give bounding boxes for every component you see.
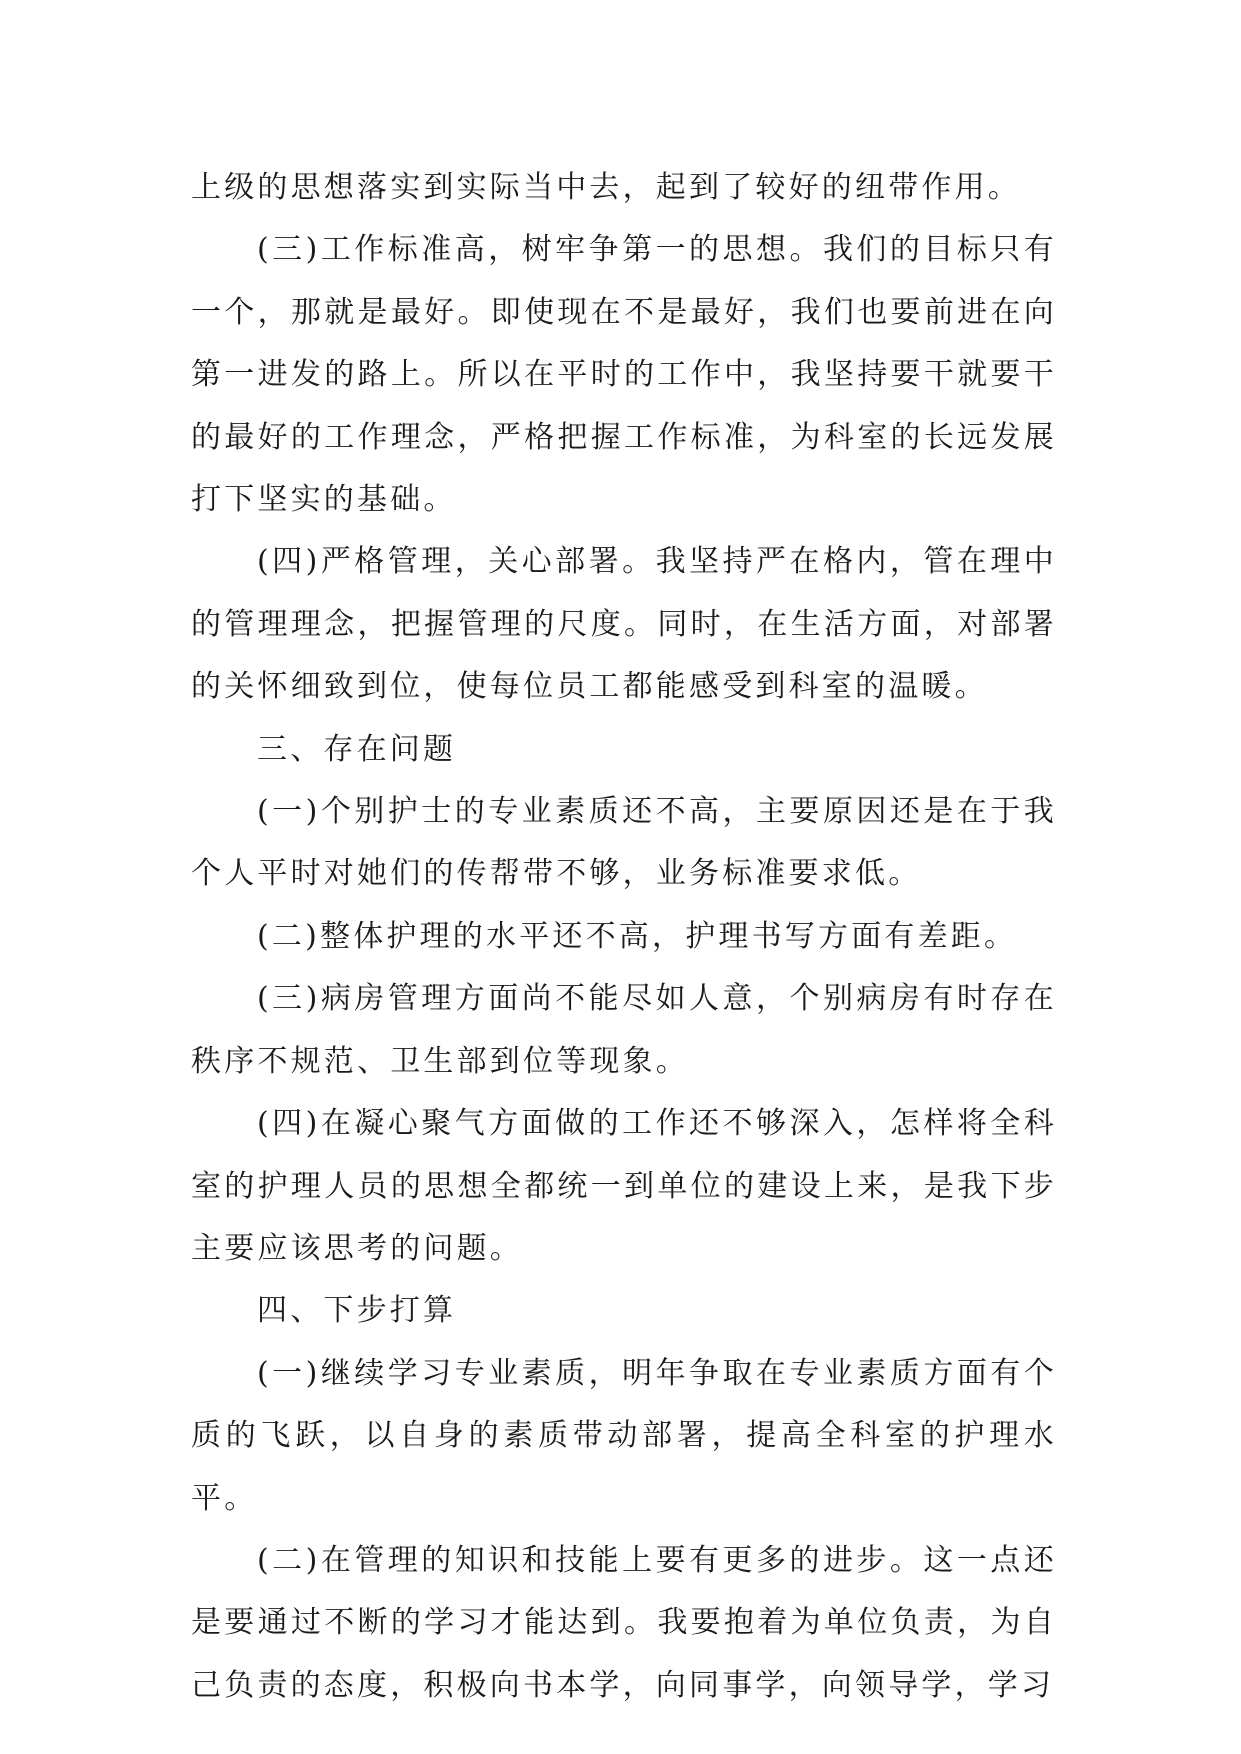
paragraph-strict-management: (四)严格管理，关心部署。我坚持严在格内，管在理中的管理理念，把握管理的尺度。同时，在生活方面，对部署的关怀细致到位，使每位员工都能感受到科室的温暖。 [191, 544, 1057, 705]
document-body [191, 157, 1057, 1717]
paragraph-continuation: 上级的思想落实到实际当中去，起到了较好的纽带作用。 [191, 170, 1021, 205]
paragraph-problem-4: (四)在凝心聚气方面做的工作还不够深入，怎样将全科室的护理人员的思想全都统一到单位的建设上来，是我下步主要应该思考的问题。 [191, 1106, 1057, 1266]
paragraph-plan-1: (一)继续学习专业素质，明年争取在专业素质方面有个质的飞跃，以自身的素质带动部署，提高全科室的护理水平。 [191, 1355, 1057, 1516]
section-heading-next-steps: 四、下步打算 [257, 1293, 457, 1329]
section-heading-problems: 三、存在问题 [257, 731, 457, 767]
paragraph-work-standard: (三)工作标准高，树牢争第一的思想。我们的目标只有一个，那就是最好。即使现在不是最好，我们也要前进在向第一进发的路上。所以在平时的工作中，我坚持要干就要干的最好的工作理念，严格把握工作标准，为科室的长远发展打下坚实的基础。 [191, 232, 1057, 518]
paragraph-problem-1: (一)个别护士的专业素质还不高，主要原因还是在于我个人平时对她们的传帮带不够，业务标准要求低。 [191, 794, 1057, 892]
paragraph-problem-3: (三)病房管理方面尚不能尽如人意，个别病房有时存在秩序不规范、卫生部到位等现象。 [191, 981, 1057, 1079]
paragraph-problem-2: (二)整体护理的水平还不高，护理书写方面有差距。 [257, 918, 1018, 954]
paragraph-plan-2: (二)在管理的知识和技能上要有更多的进步。这一点还是要通过不断的学习才能达到。我要抱着为单位负责，为自己负责的态度，积极向书本学，向同事学，向领导学，学习 [191, 1542, 1057, 1703]
